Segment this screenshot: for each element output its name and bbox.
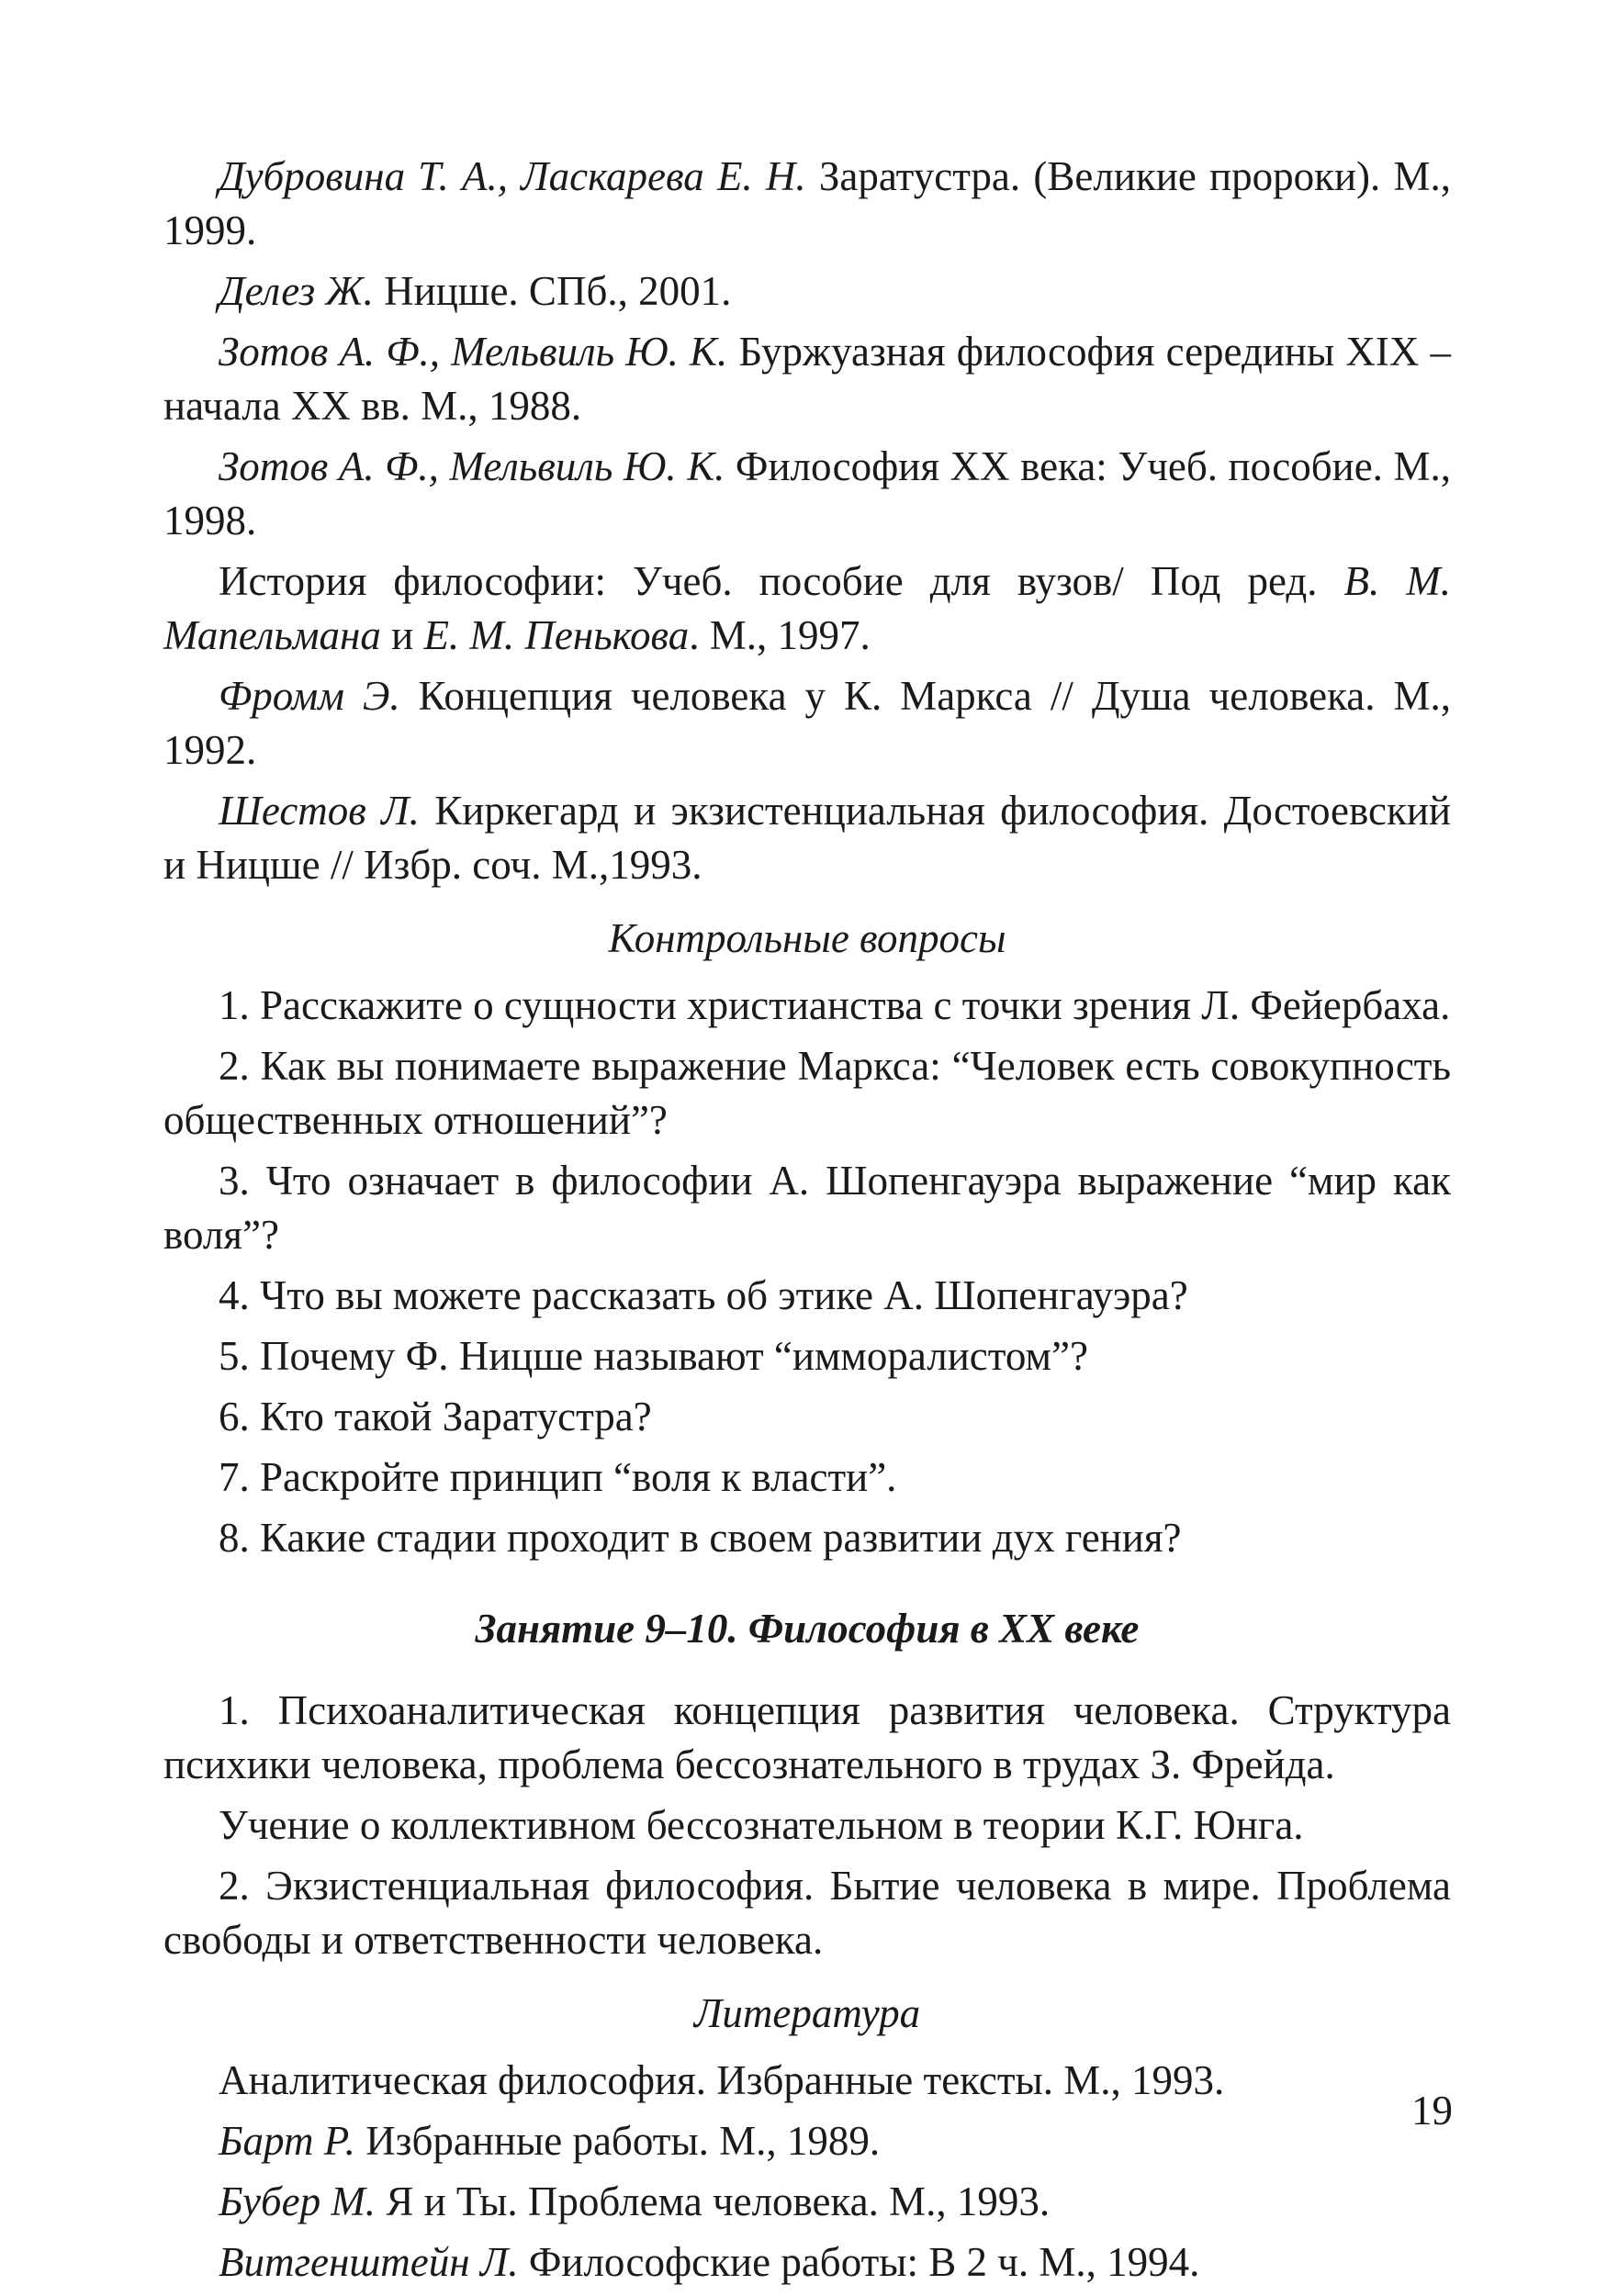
entry-editor: В. М. Мапельмана — [163, 558, 1451, 658]
literature-heading: Литература — [693, 1990, 921, 2036]
page-body — [163, 150, 1451, 2296]
entry-text: Избранные работы. М., 1989. — [354, 2118, 881, 2164]
entry-author: Зотов А. Ф., Мельвиль Ю. К. — [219, 329, 728, 375]
question-item: 8. Какие стадии проходит в своем развитии дух гения? — [219, 1515, 1182, 1561]
question-item: 2. Как вы понимаете выражение Маркса: “Человек есть совокупность общественных отношений”? — [163, 1043, 1451, 1143]
bibliography-entry — [163, 440, 1451, 548]
session-paragraph: 1. Психоаналитическая концепция развития человека. Структура психики человека, проблема бессознательного в трудах З. Фрейда. — [163, 1687, 1451, 1787]
literature-list — [163, 2054, 1451, 2290]
session-title: Занятие 9–10. Философия в XX веке — [475, 1606, 1140, 1652]
bibliography-entry — [163, 669, 1451, 778]
session-plan — [163, 1684, 1451, 1967]
bibliography-entry — [163, 325, 1451, 433]
entry-text: Ницше. СПб., 2001. — [373, 268, 732, 314]
entry-author: Делез Ж. — [219, 268, 374, 314]
bibliography-entry — [163, 150, 1451, 258]
bibliography-list — [163, 150, 1451, 892]
entry-text: Философия XX века: Учеб. пособие. М., 1998. — [163, 443, 1451, 543]
question-item: 6. Кто такой Заратустра? — [219, 1394, 652, 1439]
literature-entry — [163, 2175, 1451, 2229]
session-paragraph: Учение о коллективном бессознательном в теории К.Г. Юнга. — [219, 1802, 1304, 1848]
entry-text: . М., 1997. — [689, 612, 871, 658]
literature-entry — [163, 2235, 1451, 2290]
bibliography-entry — [163, 784, 1451, 892]
entry-text: Философские работы: В 2 ч. М., 1994. — [518, 2239, 1200, 2285]
entry-author: Витгенштейн Л. — [219, 2239, 519, 2285]
entry-author: Барт Р. — [219, 2118, 355, 2164]
bibliography-entry — [163, 264, 1451, 319]
entry-editor: Е. М. Пенькова — [423, 612, 690, 658]
entry-author: Зотов А. Ф., Мельвиль Ю. К. — [219, 443, 725, 489]
entry-author: Фромм Э. — [219, 673, 400, 719]
entry-text: Киркегард и экзистенциальная философия. Достоевский и Ницше // Избр. соч. М.,1993. — [163, 788, 1451, 888]
entry-text: и — [380, 612, 424, 658]
entry-text: Концепция человека у К. Маркса // Душа человека. М., 1992. — [163, 673, 1451, 773]
question-item: 7. Раскройте принцип “воля к власти”. — [219, 1454, 897, 1500]
entry-text: Я и Ты. Проблема человека. М., 1993. — [376, 2178, 1051, 2224]
entry-author: Бубер М. — [219, 2178, 376, 2224]
entry-text: Заратустра. (Великие пророки). М., 1999. — [163, 153, 1451, 253]
question-item: 1. Расскажите о сущности христианства с точки зрения Л. Фейербаха. — [219, 982, 1451, 1028]
literature-entry: Аналитическая философия. Избранные тексты. М., 1993. — [219, 2057, 1225, 2103]
question-item: 5. Почему Ф. Ницше называют “имморалистом”? — [219, 1333, 1088, 1379]
control-questions-heading: Контрольные вопросы — [608, 915, 1006, 961]
entry-text: Буржуазная философия середины XIX – начала XX вв. М., 1988. — [163, 329, 1451, 429]
session-paragraph: 2. Экзистенциальная философия. Бытие человека в мире. Проблема свободы и ответственности человека. — [163, 1863, 1451, 1963]
bibliography-entry — [163, 554, 1451, 663]
question-item: 3. Что означает в философии А. Шопенгауэра выражение “мир как воля”? — [163, 1158, 1451, 1258]
entry-author: Дубровина Т. А., Ласкарева Е. Н. — [219, 153, 806, 199]
entry-text: История философии: Учеб. пособие для вузов/ Под ред. — [219, 558, 1344, 604]
entry-author: Шестов Л. — [219, 788, 420, 834]
page-number: 19 — [1411, 2088, 1453, 2134]
literature-entry — [163, 2114, 1451, 2168]
question-item: 4. Что вы можете рассказать об этике А. Шопенгауэра? — [219, 1272, 1188, 1318]
control-questions-list — [163, 979, 1451, 1565]
